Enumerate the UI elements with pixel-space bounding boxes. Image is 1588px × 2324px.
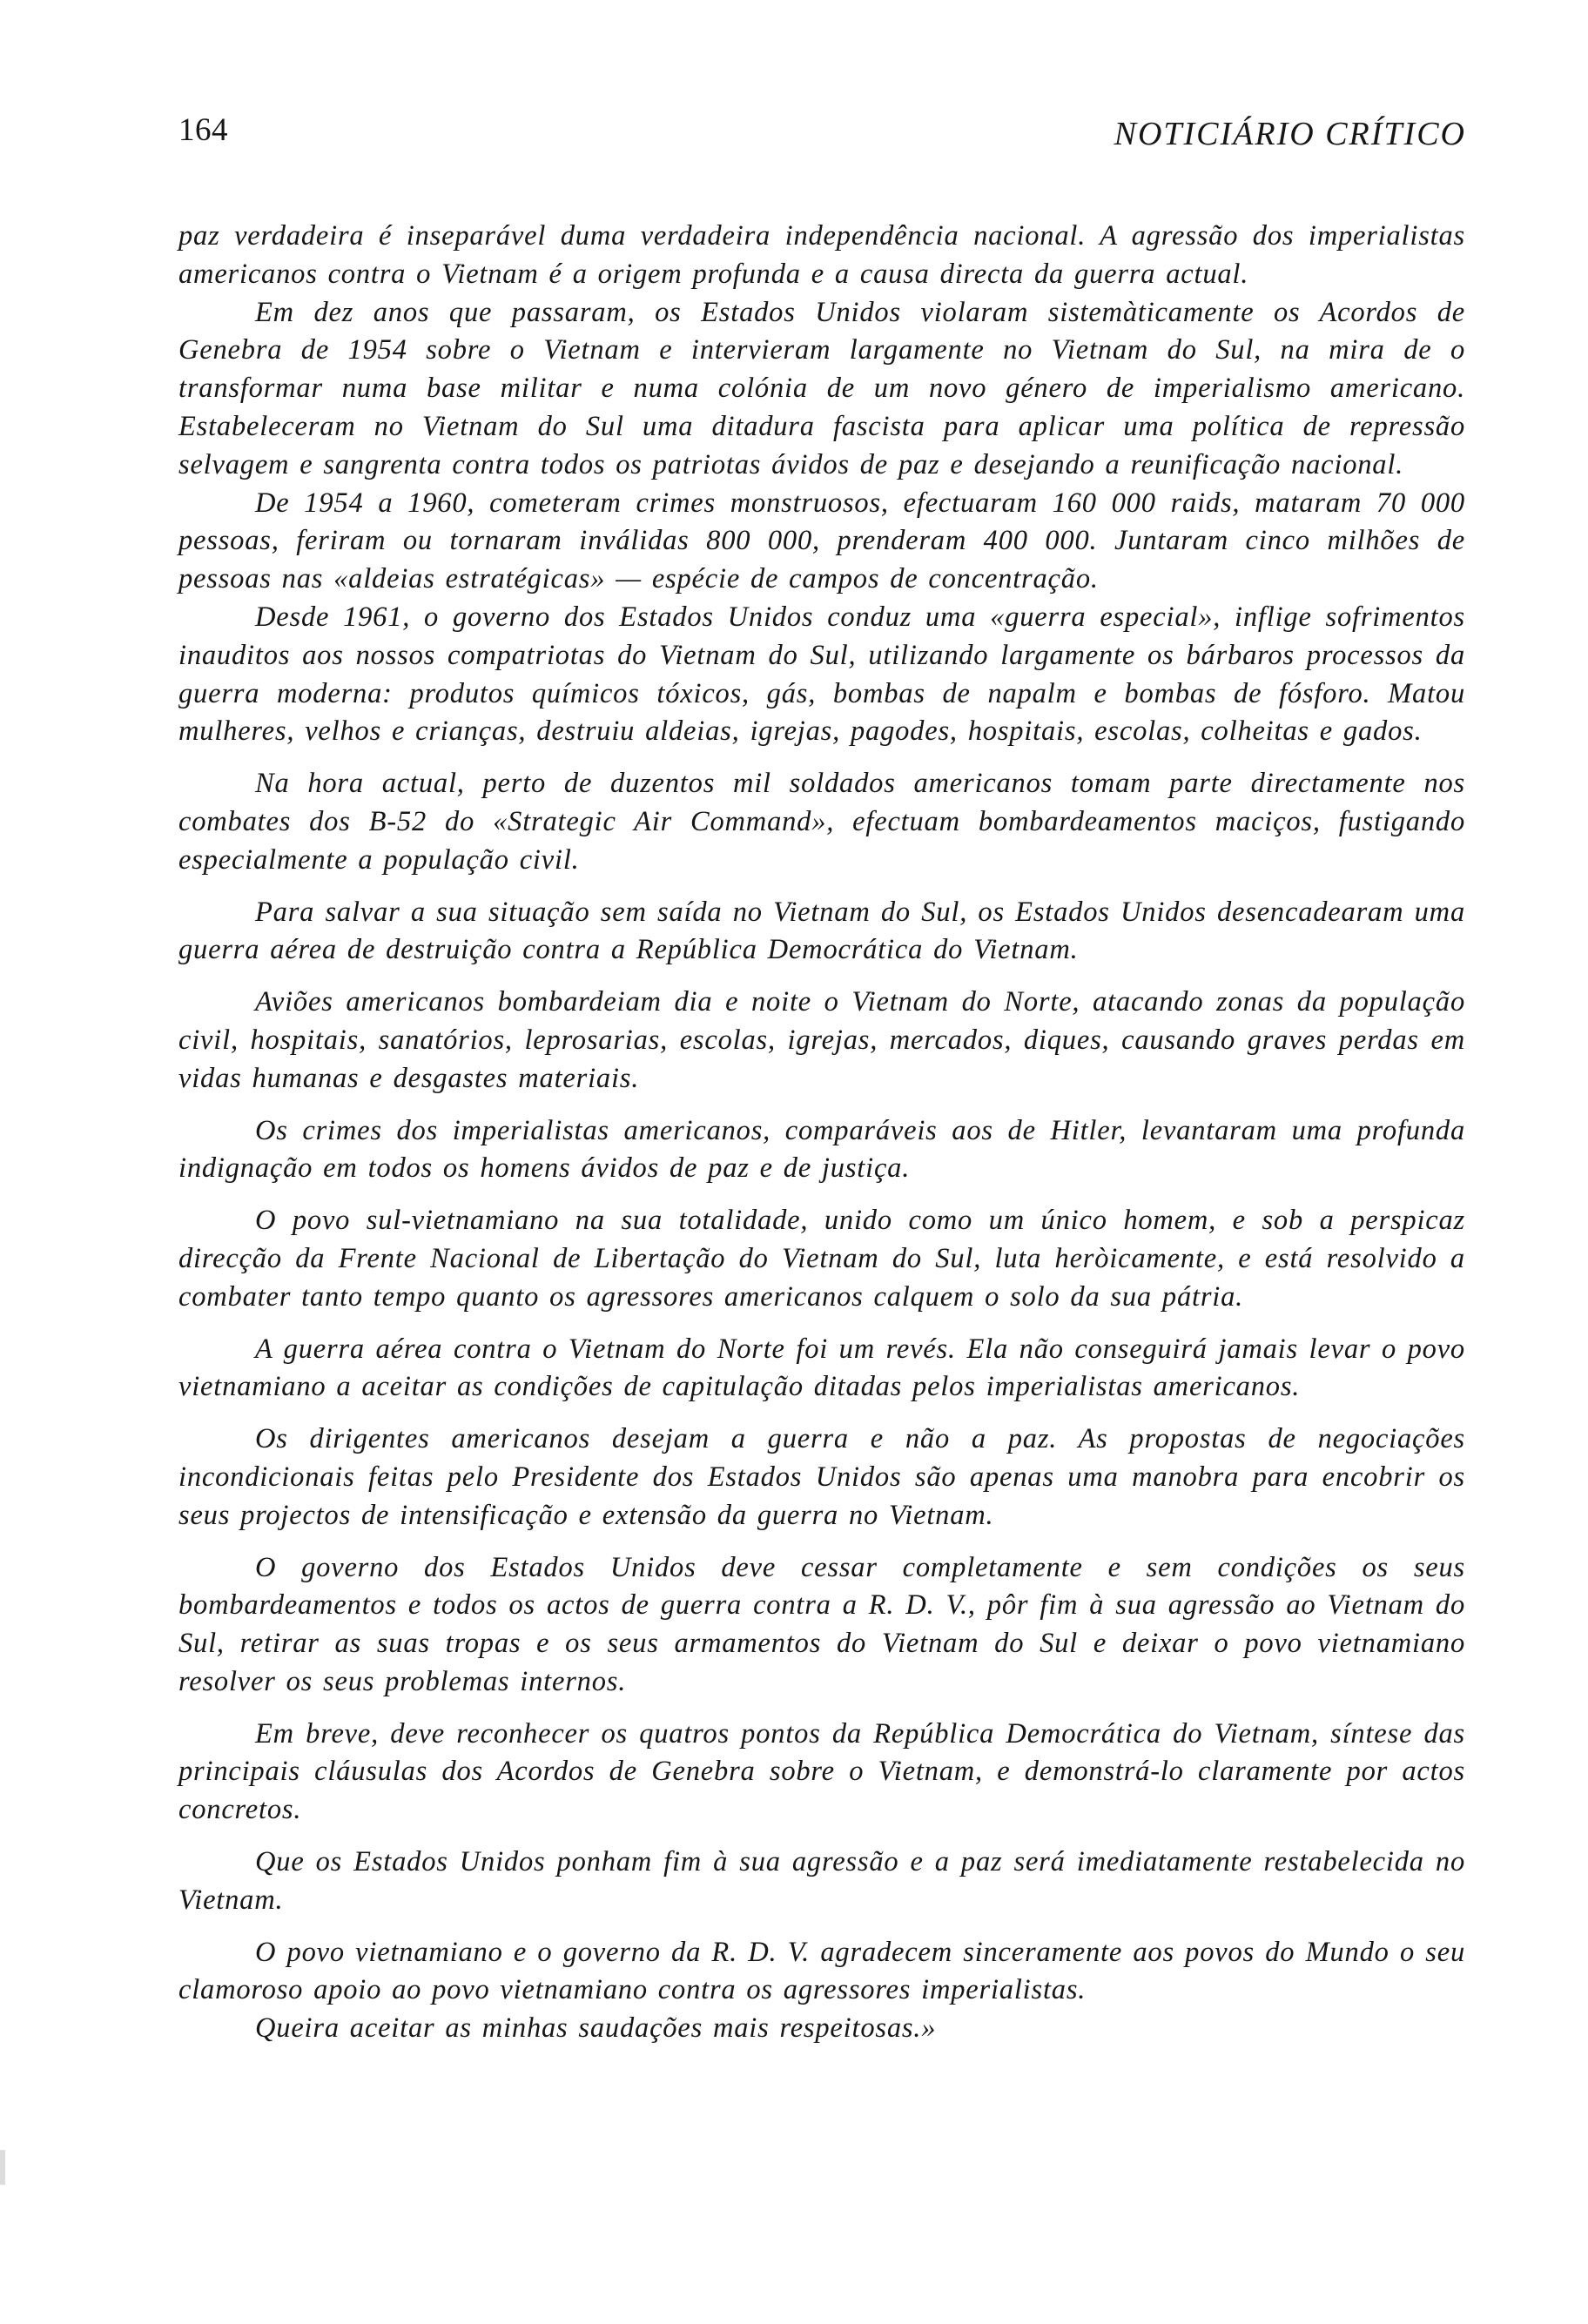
- page-header: [178, 111, 1466, 164]
- paragraph: Queira aceitar as minhas saudações mais respeitosas.»: [255, 2012, 937, 2045]
- paragraph: Desde 1961, o governo dos Estados Unidos conduz uma «guerra especial», inflige sofrimentos inauditos aos nossos compatriotas do Vietnam do Sul, utilizando largamente os bárbaros processos da guerra moderna: produtos químicos tóxicos, gás, bombas de napalm e bombas de fósforo. Matou mulheres, velhos e crianças, destruiu aldeias, igrejas, pagodes, hospitais, escolas, colheitas e gados.: [178, 601, 1465, 748]
- paragraph: Em breve, deve reconhecer os quatros pontos da República Democrática do Vietnam, síntese das principais cláusulas dos Acordos de Genebra sobre o Vietnam, e demonstrá-lo claramente por actos concretos.: [178, 1717, 1465, 1826]
- paragraph: Na hora actual, perto de duzentos mil soldados americanos tomam parte directamente nos combates dos B-52 do «Strategic Air Command», efectuam bombardeamentos maciços, fustigando especialmente a população civil.: [178, 768, 1465, 876]
- paragraph: O governo dos Estados Unidos deve cessar completamente e sem condições os seus bombardeamentos e todos os actos de guerra contra a R. D. V., pôr fim à sua agressão ao Vietnam do Sul, retirar as suas tropas e os seus armamentos do Vietnam do Sul e deixar o povo vietnamiano resolver os seus problemas internos.: [178, 1551, 1465, 1697]
- paragraph: Para salvar a sua situação sem saída no Vietnam do Sul, os Estados Unidos desencadearam uma guerra aérea de destruição contra a República Democrática do Vietnam.: [178, 896, 1465, 966]
- scan-edge-mark: [0, 2150, 5, 2185]
- paragraph: Aviões americanos bombardeiam dia e noite o Vietnam do Norte, atacando zonas da população civil, hospitais, sanatórios, leprosarias, escolas, igrejas, mercados, diques, causando graves perdas em vidas humanas e desgastes materiais.: [178, 986, 1465, 1094]
- paragraph: paz verdadeira é inseparável duma verdadeira independência nacional. A agressão dos imperialistas americanos contra o Vietnam é a origem profunda e a causa directa da guerra actual.: [178, 220, 1465, 290]
- paragraph: O povo vietnamiano e o governo da R. D. V. agradecem sinceramente aos povos do Mundo o seu clamoroso apoio ao povo vietnamiano contra os agressores imperialistas.: [178, 1936, 1465, 2006]
- paragraph: De 1954 a 1960, cometeram crimes monstruosos, efectuaram 160 000 raids, mataram 70 000 pessoas, feriram ou tornaram inválidas 800 000, prenderam 400 000. Juntaram cinco milhões de pessoas nas «aldeias estratégicas» — espécie de campos de concentração.: [178, 487, 1465, 595]
- paragraph: Os dirigentes americanos desejam a guerra e não a paz. As propostas de negociações incondicionais feitas pelo Presidente dos Estados Unidos são apenas uma manobra para encobrir os seus projectos de intensificação e extensão da guerra no Vietnam.: [178, 1423, 1465, 1531]
- paragraph: Em dez anos que passaram, os Estados Unidos violaram sistemàticamente os Acordos de Genebra de 1954 sobre o Vietnam e intervieram largamente no Vietnam do Sul, na mira de o transformar numa base militar e numa colónia de um novo género de imperialismo americano. Estabeleceram no Vietnam do Sul uma ditadura fascista para aplicar uma política de repressão selvagem e sangrenta contra todos os patriotas ávidos de paz e desejando a reunificação nacional.: [178, 296, 1465, 480]
- running-head: NOTICIÁRIO CRÍTICO: [1114, 116, 1466, 152]
- paragraph: Que os Estados Unidos ponham fim à sua agressão e a paz será imediatamente restabelecida no Vietnam.: [178, 1846, 1465, 1916]
- body-text: [178, 218, 1465, 2048]
- paragraph: Os crimes dos imperialistas americanos, comparáveis aos de Hitler, levantaram uma profunda indignação em todos os homens ávidos de paz e de justiça.: [178, 1114, 1465, 1185]
- paragraph: O povo sul-vietnamiano na sua totalidade, unido como um único homem, e sob a perspicaz direcção da Frente Nacional de Libertação do Vietnam do Sul, luta heròicamente, e está resolvido a combater tanto tempo quanto os agressores americanos calquem o solo da sua pátria.: [178, 1205, 1465, 1313]
- paragraph: A guerra aérea contra o Vietnam do Norte foi um revés. Ela não conseguirá jamais levar o povo vietnamiano a aceitar as condições de capitulação ditadas pelos imperialistas americanos.: [178, 1333, 1465, 1403]
- page-number: 164: [178, 112, 228, 148]
